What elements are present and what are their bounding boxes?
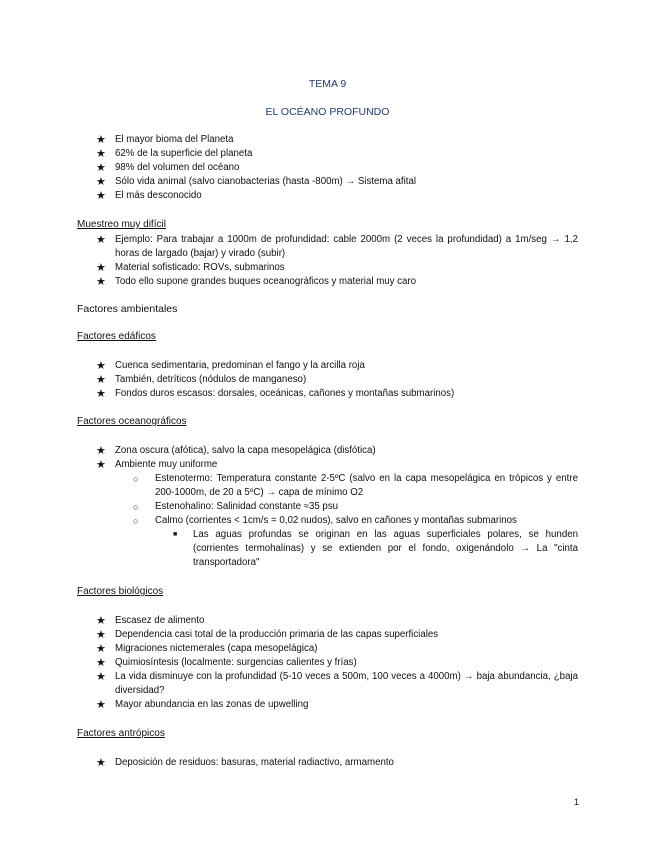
edaficos-list: [0, 359, 655, 401]
star-bullet-icon: ★: [96, 162, 106, 174]
page-title: EL OCÉANO PROFUNDO: [265, 106, 390, 118]
list-item: ★ Material sofisticado: ROVs, submarinos: [96, 262, 285, 274]
sub-sub-list-item: ■ Las aguas profundas se originan en las aguas superficiales polares, se hunden (corrientes termohalinas) y se extienden por el fondo, oxigenándolo → La "cinta transportadora": [173, 529, 578, 568]
star-bullet-icon: ★: [96, 629, 106, 641]
tema-label: TEMA 9: [308, 78, 347, 90]
list-item: ★ Fondos duros escasos: dorsales, oceánicas, cañones y montañas submarinos): [96, 388, 455, 400]
star-bullet-icon: ★: [96, 190, 106, 202]
star-bullet-icon: ★: [96, 148, 106, 160]
square-bullet-icon: ■: [173, 531, 178, 538]
list-item: ★ 62% de la superficie del planeta: [96, 148, 253, 160]
list-item: ★ Todo ello supone grandes buques oceanográficos y material muy caro: [96, 276, 417, 288]
star-bullet-icon: ★: [96, 671, 106, 683]
star-bullet-icon: ★: [96, 643, 106, 655]
biologicos-heading: Factores biológicos: [77, 586, 164, 597]
intro-list: [0, 133, 655, 203]
circle-bullet-icon: ○: [133, 474, 139, 484]
sub-list-item: ○ Estenotermo: Temperatura constante 2-5ºC (salvo en la capa mesopelágica en trópicos y entre 200-1000m, de 20 a 5ºC) → capa de mínimo O2: [133, 473, 578, 498]
star-bullet-icon: ★: [96, 699, 106, 711]
list-item: ★ Deposición de residuos: basuras, material radiactivo, armamento: [96, 757, 394, 769]
star-bullet-icon: ★: [96, 459, 106, 471]
list-item: ★ Mayor abundancia en las zonas de upwelling: [96, 699, 309, 711]
star-bullet-icon: ★: [96, 374, 106, 386]
list-item: ★ Ambiente muy uniforme: [96, 459, 218, 471]
oceanograficos-list: [0, 444, 655, 570]
list-item: ★ Dependencia casi total de la producción primaria de las capas superficiales: [96, 629, 439, 641]
sub-list-item: ○ Estenohalino: Salinidad constante ≈35 psu: [133, 501, 339, 512]
list-item: ★ Zona oscura (afótica), salvo la capa mesopelágica (disfótica): [96, 445, 376, 457]
list-item: ★ El mayor bioma del Planeta: [96, 134, 234, 146]
star-bullet-icon: ★: [96, 234, 106, 246]
star-bullet-icon: ★: [96, 757, 106, 769]
edaficos-heading: Factores edáficos: [77, 331, 156, 342]
ambientales-heading: Factores ambientales: [77, 303, 178, 315]
list-item: ★ Migraciones nictemerales (capa mesopelágica): [96, 643, 318, 655]
star-bullet-icon: ★: [96, 657, 106, 669]
list-item: ★ Ejemplo: Para trabajar a 1000m de profundidad: cable 2000m (2 veces la profundidad) a 1m/seg → 1,2 horas de largado (bajar) y virado (subir): [96, 234, 578, 259]
star-bullet-icon: ★: [96, 134, 106, 146]
star-bullet-icon: ★: [96, 176, 106, 188]
muestreo-list: [0, 233, 655, 289]
list-item: ★ La vida disminuye con la profundidad (5-10 veces a 500m, 100 veces a 4000m) → baja abundancia, ¿baja diversidad?: [96, 671, 578, 696]
list-item: ★ Escasez de alimento: [96, 615, 205, 627]
star-bullet-icon: ★: [96, 360, 106, 372]
list-item: ★ Sólo vida animal (salvo cianobacterias (hasta -800m) → Sistema afital: [96, 176, 416, 188]
list-item: ★ 98% del volumen del océano: [96, 162, 240, 174]
star-bullet-icon: ★: [96, 388, 106, 400]
circle-bullet-icon: ○: [133, 516, 139, 526]
star-bullet-icon: ★: [96, 445, 106, 457]
list-item: ★ También, detríticos (nódulos de manganeso): [96, 374, 307, 386]
sub-list-item: ○ Calmo (corrientes < 1cm/s = 0,02 nudos), salvo en cañones y montañas submarinos: [133, 515, 517, 526]
star-bullet-icon: ★: [96, 276, 106, 288]
star-bullet-icon: ★: [96, 615, 106, 627]
circle-bullet-icon: ○: [133, 502, 139, 512]
list-item: ★ El más desconocido: [96, 190, 202, 202]
biologicos-list: [0, 614, 655, 712]
muestreo-heading: Muestreo muy difícil: [77, 219, 166, 230]
antropicos-heading: Factores antrópicos: [77, 728, 165, 739]
list-item: ★ Quimiosíntesis (localmente: surgencias calientes y frías): [96, 657, 357, 669]
oceanograficos-heading: Factores oceanográficos: [77, 416, 187, 427]
list-item: ★ Cuenca sedimentaria, predominan el fango y la arcilla roja: [96, 360, 365, 372]
antropicos-list: [0, 756, 655, 770]
star-bullet-icon: ★: [96, 262, 106, 274]
page-number: 1: [573, 797, 579, 807]
